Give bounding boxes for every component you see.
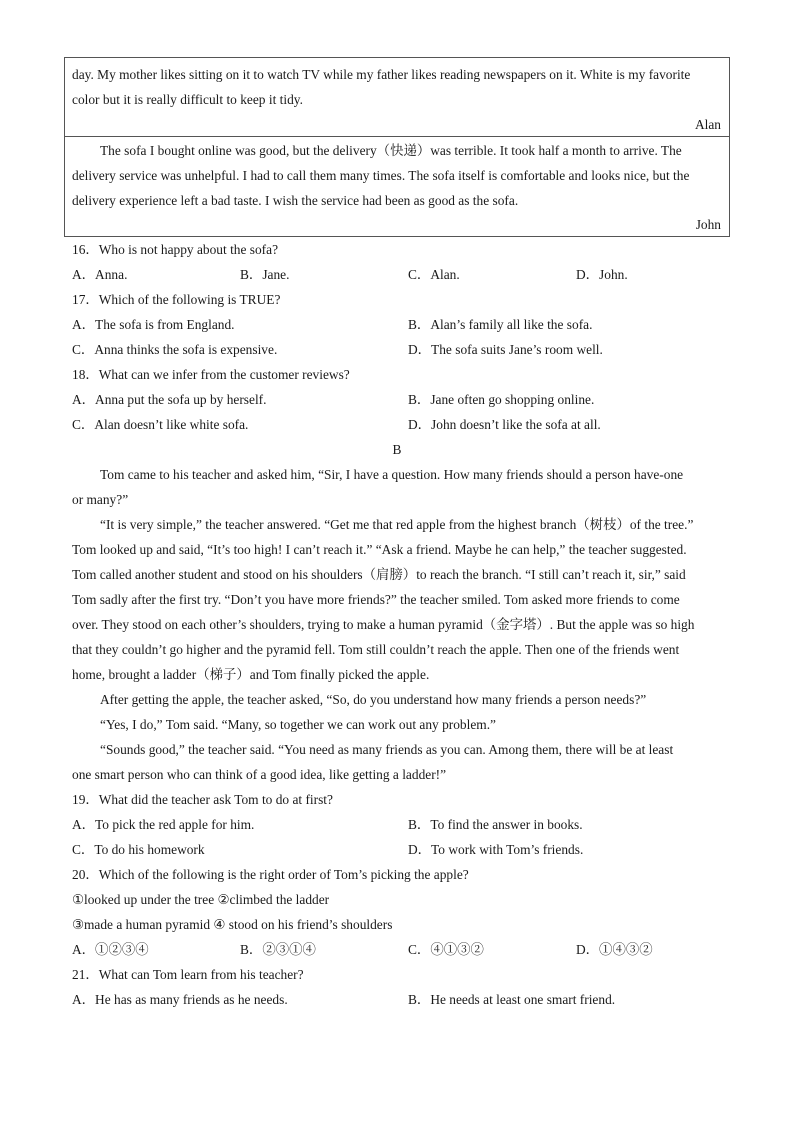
review-alan-signature: Alan [694, 117, 721, 132]
q17-option-d[interactable]: D．The sofa suits Jane’s room well. [408, 342, 603, 357]
q18-option-d[interactable]: D．John doesn’t like the sofa at all. [408, 417, 601, 432]
passage-line: one smart person who can think of a good idea, like getting a ladder!” [72, 767, 447, 782]
q18-option-b[interactable]: B．Jane often go shopping online. [408, 392, 595, 407]
passage-line: or many?” [72, 492, 129, 507]
passage-line: “Yes, I do,” Tom said. “Many, so together we can work out any problem.” [100, 717, 496, 732]
passage-line: “It is very simple,” the teacher answered. “Get me that red apple from the highest branch（树枝）of the tree.” [100, 517, 694, 532]
question-16: 16．Who is not happy about the sofa? [72, 242, 279, 257]
review-alan-line-2: color but it is really difficult to keep it tidy. [72, 92, 303, 107]
q19-option-c[interactable]: C．To do his homework [72, 842, 205, 857]
q18-option-c[interactable]: C．Alan doesn’t like white sofa. [72, 417, 249, 432]
q17-option-b[interactable]: B．Alan’s family all like the sofa. [408, 317, 593, 332]
passage-line: Tom sadly after the first try. “Don’t you have more friends?” the teacher smiled. Tom asked more friends to come [72, 592, 680, 607]
q20-steps-line-1: ①looked up under the tree ②climbed the ladder [72, 892, 330, 907]
passage-line: Tom came to his teacher and asked him, “Sir, I have a question. How many friends should a person have-one [100, 467, 684, 482]
q21-option-a[interactable]: A．He has as many friends as he needs. [72, 992, 288, 1007]
passage-line: home, brought a ladder（梯子）and Tom finally picked the apple. [72, 667, 430, 682]
q20-option-c[interactable]: C．④①③② [408, 942, 484, 957]
q20-steps-line-2: ③made a human pyramid ④ stood on his friend’s shoulders [72, 917, 393, 932]
q20-option-d[interactable]: D．①④③② [576, 942, 653, 957]
q21-option-b[interactable]: B．He needs at least one smart friend. [408, 992, 616, 1007]
review-box-john [64, 136, 730, 237]
review-john-line-2: delivery service was unhelpful. I had to call them many times. The sofa itself is comfortable and looks nice, but the [72, 168, 690, 183]
question-19: 19．What did the teacher ask Tom to do at first? [72, 792, 333, 807]
q16-option-d[interactable]: D．John. [576, 267, 628, 282]
passage-line: that they couldn’t go higher and the pyramid fell. Tom still couldn’t reach the apple. Then one of the friends went [72, 642, 680, 657]
review-john-signature: John [695, 217, 721, 232]
review-alan-line-1: day. My mother likes sitting on it to watch TV while my father likes reading newspapers on it. White is my favorite [72, 67, 691, 82]
question-21: 21．What can Tom learn from his teacher? [72, 967, 304, 982]
q19-option-a[interactable]: A．To pick the red apple for him. [72, 817, 255, 832]
q17-option-a[interactable]: A．The sofa is from England. [72, 317, 235, 332]
review-john-line-3: delivery experience left a bad taste. I wish the service had been as good as the sofa. [72, 193, 519, 208]
q19-option-b[interactable]: B．To find the answer in books. [408, 817, 583, 832]
passage-line: Tom called another student and stood on his shoulders（肩膀）to reach the branch. “I still can’t reach it, sir,” said [72, 567, 686, 582]
q19-option-d[interactable]: D．To work with Tom’s friends. [408, 842, 584, 857]
question-20: 20．Which of the following is the right order of Tom’s picking the apple? [72, 867, 469, 882]
q20-option-b[interactable]: B．②③①④ [240, 942, 316, 957]
q16-option-b[interactable]: B．Jane. [240, 267, 290, 282]
passage-line: Tom looked up and said, “It’s too high! I can’t reach it.” “Ask a friend. Maybe he can help,” the teacher suggested. [72, 542, 687, 557]
passage-line: “Sounds good,” the teacher said. “You need as many friends as you can. Among them, there will be at least [100, 742, 674, 757]
section-b-heading: B [392, 442, 402, 457]
q16-option-a[interactable]: A．Anna. [72, 267, 128, 282]
review-john-line-1: The sofa I bought online was good, but the delivery（快递）was terrible. It took half a month to arrive. The [100, 143, 682, 158]
q20-option-a[interactable]: A．①②③④ [72, 942, 149, 957]
passage-line: After getting the apple, the teacher asked, “So, do you understand how many friends a person needs?” [100, 692, 647, 707]
passage-line: over. They stood on each other’s shoulders, trying to make a human pyramid（金字塔）. But the apple was so high [72, 617, 695, 632]
review-box-alan [64, 57, 730, 137]
question-18: 18．What can we infer from the customer reviews? [72, 367, 350, 382]
question-17: 17．Which of the following is TRUE? [72, 292, 281, 307]
q18-option-a[interactable]: A．Anna put the sofa up by herself. [72, 392, 267, 407]
q17-option-c[interactable]: C．Anna thinks the sofa is expensive. [72, 342, 278, 357]
q16-option-c[interactable]: C．Alan. [408, 267, 460, 282]
